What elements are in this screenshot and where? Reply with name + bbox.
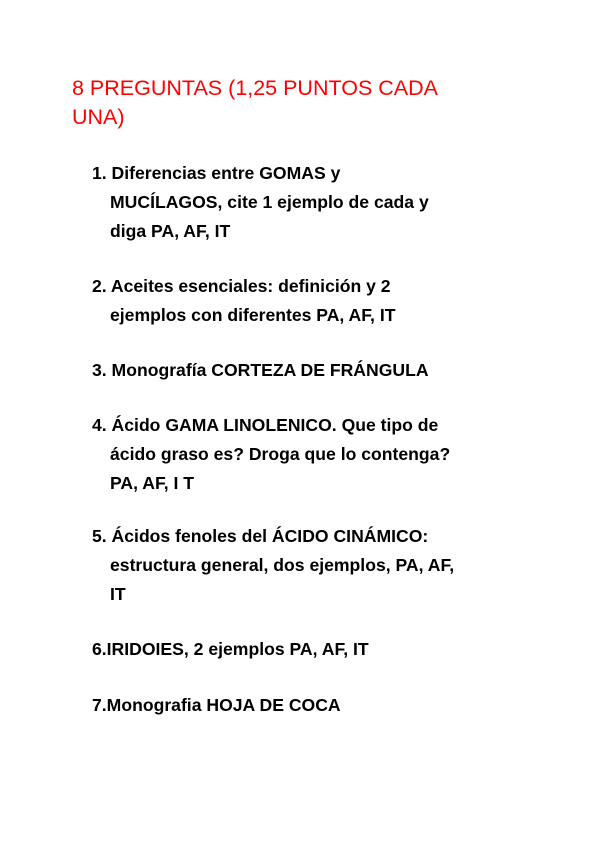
question-1-line-1: 1. Diferencias entre GOMAS y (92, 163, 341, 183)
question-1-line-3: diga PA, AF, IT (110, 221, 231, 241)
question-2-line-2: ejemplos con diferentes PA, AF, IT (110, 305, 396, 325)
exam-title (72, 74, 512, 132)
question-4 (92, 411, 532, 498)
question-1 (92, 159, 532, 246)
question-1-line-2: MUCÍLAGOS, cite 1 ejemplo de cada y (110, 192, 429, 212)
question-7-line-1: 7.Monografia HOJA DE COCA (92, 695, 341, 715)
question-5-line-1: 5. Ácidos fenoles del ÁCIDO CINÁMICO: (92, 526, 429, 546)
question-2-line-1: 2. Aceites esenciales: definición y 2 (92, 276, 391, 296)
question-4-line-2: ácido graso es? Droga que lo contenga? (110, 444, 451, 464)
question-5-line-3: IT (110, 584, 126, 604)
question-6 (92, 635, 532, 664)
question-4-line-3: PA, AF, I T (110, 473, 195, 493)
question-4-line-1: 4. Ácido GAMA LINOLENICO. Que tipo de (92, 415, 439, 435)
question-2 (92, 272, 532, 330)
question-5 (92, 522, 532, 609)
question-3-line-1: 3. Monografía CORTEZA DE FRÁNGULA (92, 360, 429, 380)
question-5-line-2: estructura general, dos ejemplos, PA, AF, (110, 555, 455, 575)
title-line-1: 8 PREGUNTAS (1,25 PUNTOS CADA (72, 76, 438, 100)
title-line-2: UNA) (72, 105, 125, 129)
question-3 (92, 356, 532, 385)
question-7 (92, 691, 532, 720)
question-6-line-1: 6.IRIDOIES, 2 ejemplos PA, AF, IT (92, 639, 369, 659)
